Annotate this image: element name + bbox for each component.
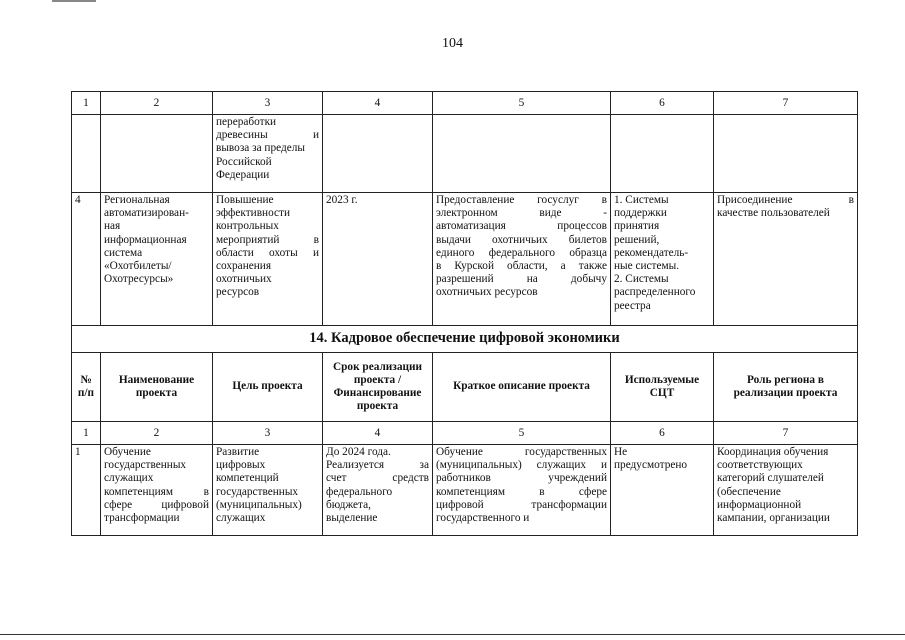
cell-num: 4: [72, 193, 101, 326]
header-name: Наименование проекта: [101, 353, 213, 422]
col-number: 6: [611, 92, 714, 115]
cell-num: 1: [72, 445, 101, 536]
col-number: 7: [714, 422, 858, 445]
continuation-row: [72, 115, 858, 193]
col-number: 7: [714, 92, 858, 115]
header-tech: Используемые СЦТ: [611, 353, 714, 422]
col-number: 2: [101, 422, 213, 445]
page-number: 104: [442, 36, 463, 51]
col-number: 5: [433, 422, 611, 445]
col-number: 3: [213, 92, 323, 115]
table-row-1: [72, 445, 858, 536]
cell-name: [101, 115, 213, 193]
column-number-row: [72, 92, 858, 115]
header-role: Роль региона в реализации проекта: [714, 353, 858, 422]
col-number: 6: [611, 422, 714, 445]
cell-tech: Не предусмотрено: [611, 445, 714, 536]
cell-role: [714, 115, 858, 193]
col-number: 5: [433, 92, 611, 115]
header-goal: Цель проекта: [213, 353, 323, 422]
col-number: 1: [72, 422, 101, 445]
cell-term: До 2024 года. Реализуется за счет средств федерального бюджета, выделение: [323, 445, 433, 536]
cell-tech: [611, 115, 714, 193]
table-row-4: [72, 193, 858, 326]
cell-name: Региональная автоматизирован- ная информационная система «Охотбилеты/ Охотресурсы»: [101, 193, 213, 326]
cell-term: 2023 г.: [323, 193, 433, 326]
column-number-row: [72, 422, 858, 445]
col-number: 4: [323, 92, 433, 115]
cell-tech: 1. Системы поддержки принятия решений, рекомендатель- ные системы. 2. Системы распределенного реестра: [611, 193, 714, 326]
section-title: 14. Кадровое обеспечение цифровой экономики: [72, 326, 858, 353]
header-row: [72, 353, 858, 422]
cell-num: [72, 115, 101, 193]
header-num: № п/п: [72, 353, 101, 422]
cell-role: Координация обучения соответствующих категорий слушателей (обеспечение информационной кампании, организации: [714, 445, 858, 536]
col-number: 2: [101, 92, 213, 115]
cell-name: Обучение государственных служащих компетенциям в сфере цифровой трансформации: [101, 445, 213, 536]
projects-table: [71, 91, 858, 536]
header-desc: Краткое описание проекта: [433, 353, 611, 422]
col-number: 3: [213, 422, 323, 445]
col-number: 4: [323, 422, 433, 445]
cell-goal: переработки древесины и вывоза за пределы Российской Федерации: [213, 115, 323, 193]
cell-goal: Развитие цифровых компетенций государственных (муниципальных) служащих: [213, 445, 323, 536]
cell-desc: Предоставление госуслуг в электронном виде - автоматизация процессов выдачи охотничьих билетов единого федерального образца в Курской области, а также разрешений на добычу охотничьих ресурсов: [433, 193, 611, 326]
scan-bottom-edge: [0, 634, 905, 635]
header-term: Срок реализации проекта / Финансирование проекта: [323, 353, 433, 422]
cell-role: Присоединение в качестве пользователей: [714, 193, 858, 326]
section-row: [72, 326, 858, 353]
col-number: 1: [72, 92, 101, 115]
cell-goal: Повышение эффективности контрольных мероприятий в области охоты и сохранения охотничьих ресурсов: [213, 193, 323, 326]
cell-desc: [433, 115, 611, 193]
scan-edge-mark: [52, 0, 96, 2]
cell-desc: Обучение государственных (муниципальных) служащих и работников учреждений компетенциям в сфере цифровой трансформации государственного и: [433, 445, 611, 536]
cell-term: [323, 115, 433, 193]
